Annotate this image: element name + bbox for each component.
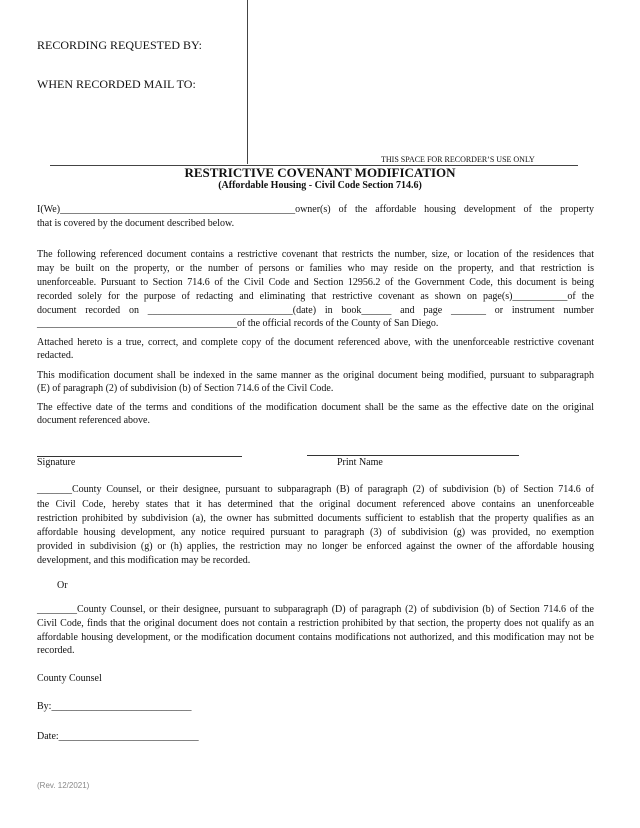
recording-requested-by-label: RECORDING REQUESTED BY:	[37, 38, 202, 52]
effective-date-line: document referenced above.	[37, 415, 150, 426]
referenced-document-line: document recorded on _____________________________(date) in book______ and page _______ or instrument number	[37, 305, 594, 316]
counsel-approval-line: _______County Counsel, or their designee, pursuant to subparagraph (B) of paragraph (2) of subdivision (b) of Section 714.6 of	[37, 484, 594, 495]
print-name-label: Print Name	[337, 457, 383, 468]
referenced-document-line: may be built on the property, or the number of persons or families who may reside on the property, and that restriction is	[37, 263, 594, 274]
referenced-document-line: ________________________________________of the official records of the County of San Diego.	[37, 318, 439, 329]
counsel-denial-line: affordable housing development, or the modification document contains modifications not authorized, and this modification may not be	[37, 632, 594, 643]
or-separator-line: Or	[37, 580, 68, 591]
referenced-document-line: unenforceable. Pursuant to Section 714.6 of the Civil Code and Section 12956.2 of the Government Code, this document is being	[37, 277, 594, 288]
document-subtitle: (Affordable Housing - Civil Code Section 714.6)	[218, 180, 422, 191]
indexing-line: This modification document shall be indexed in the same manner as the original document being modified, pursuant to subparagraph	[37, 370, 594, 381]
counsel-approval-line: development, and this modification may be recorded.	[37, 555, 251, 566]
owner-statement-line: I(We)_______________________________________________owner(s) of the affordable housing development of the property	[37, 204, 594, 215]
print-name-line[interactable]	[307, 455, 519, 456]
referenced-document-line: The following referenced document contains a restrictive covenant that restricts the number, size, or location of the residences that	[37, 249, 594, 260]
counsel-denial-line: recorded.	[37, 645, 75, 656]
counsel-approval-line: restriction prohibited by subdivision (a), the owner has submitted documents sufficient to establish that the property qualifies as an	[37, 513, 594, 524]
county-counsel-label-line: County Counsel	[37, 673, 102, 684]
referenced-document-line: recorded solely for the purpose of redacting and eliminating that restrictive covenant as shown on page(s)___________of the	[37, 291, 594, 302]
effective-date-line: The effective date of the terms and conditions of the modification document shall be the same as the effective date on the original	[37, 402, 594, 413]
attached-copy-line: redacted.	[37, 350, 74, 361]
revision-label: (Rev. 12/2021)	[37, 781, 90, 790]
counsel-approval-line: affordable housing development, any notice required pursuant to paragraph (3) of subdivision (g) was provided, no exemption	[37, 527, 594, 538]
document-title: RESTRICTIVE COVENANT MODIFICATION	[184, 165, 456, 180]
counsel-denial-line: Civil Code, finds that the original document does not contain a restriction prohibited by that section, the property does not qualify as an	[37, 618, 594, 629]
attached-copy-line: Attached hereto is a true, correct, and complete copy of the document referenced above, with the unenforceable restrictive covenant	[37, 337, 594, 348]
recorder-use-only-label: THIS SPACE FOR RECORDER’S USE ONLY	[381, 155, 535, 164]
by-field-line[interactable]: By:____________________________	[37, 701, 192, 712]
signature-label: Signature	[37, 457, 76, 468]
counsel-approval-line: provided in subdivision (g) or (h) applies, the restriction may no longer be enforced against the owner of the affordable housing	[37, 541, 594, 552]
date-field-line[interactable]: Date:____________________________	[37, 731, 199, 742]
counsel-approval-line: the Civil Code, hereby states that it has determined that the original document referenced above contains an unenforceable	[37, 499, 594, 510]
indexing-line: (E) of paragraph (2) of subdivision (b) of Section 714.6 of the Civil Code.	[37, 383, 334, 394]
counsel-denial-line: ________County Counsel, or their designee, pursuant to subparagraph (D) of paragraph (2) of subdivision (b) of Section 714.6 of the	[37, 604, 594, 615]
recorder-box-divider	[247, 0, 248, 164]
when-recorded-mail-to-label: WHEN RECORDED MAIL TO:	[37, 77, 196, 91]
owner-statement-line: that is covered by the document described below.	[37, 218, 235, 229]
